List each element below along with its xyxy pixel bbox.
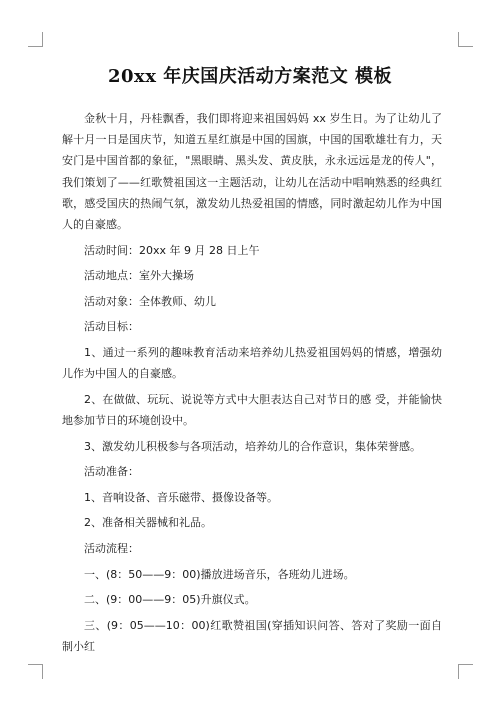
crop-mark-bottom-right	[458, 664, 473, 679]
document-body	[62, 108, 442, 662]
activity-audience: 活动对象：全体教师、幼儿	[84, 294, 216, 308]
preparation-item-1: 1、音响设备、音乐磁带、摄像设备等。	[84, 490, 278, 504]
activity-time: 活动时间：20xx 年 9 月 28 日上午	[84, 243, 260, 257]
process-step-2: 二、(9：00——9：05)升旗仪式。	[84, 593, 256, 607]
crop-mark-bottom-left	[28, 664, 43, 679]
goal-item-1: 1、通过一系列的趣味教育活动来培养幼儿热爱祖国妈妈的情感，增强幼儿作为中国人的自豪感。	[62, 345, 442, 381]
goals-heading: 活动目标：	[84, 320, 139, 334]
goal-item-3: 3、激发幼儿积极参与各项活动，培养幼儿的合作意识，集体荣誉感。	[84, 439, 421, 453]
crop-mark-top-left	[28, 32, 43, 47]
process-step-1: 一、(8：50——9：00)播放进场音乐，各班幼儿进场。	[84, 567, 355, 581]
process-step-3: 三、(9：05——10：00)红歌赞祖国(穿插知识问答、答对了奖励一面自制小红	[62, 618, 442, 653]
document-title: 20xx 年庆国庆活动方案范文 模板	[107, 66, 393, 87]
process-heading: 活动流程：	[84, 541, 139, 555]
crop-mark-top-right	[458, 32, 473, 47]
goal-item-2: 2、在做做、玩玩、说说等方式中大胆表达自己对节日的感 受，并能愉快地参加节日的环境创设中。	[62, 392, 442, 427]
intro-paragraph: 金秋十月，丹桂飘香，我们即将迎来祖国妈妈 xx 岁生日。为了让幼儿了解十月一日是国庆节，知道五星红旗是中国的国旗，中国的国歌雄壮有力，天安门是中国首都的象征，"黑眼睛、黑头发、黄皮肤，永永远远是龙的传人"，我们策划了——红歌赞祖国这一主题活动，让幼儿在活动中唱响熟悉的经典红歌，感受国庆的热闹气氛，激发幼儿热爱祖国的情感，同时激起幼儿作为中国人的自豪感。	[62, 112, 442, 232]
activity-location: 活动地点：室外大操场	[84, 269, 194, 283]
preparation-heading: 活动准备：	[84, 465, 139, 479]
preparation-item-2: 2、准备相关器械和礼品。	[84, 516, 212, 530]
